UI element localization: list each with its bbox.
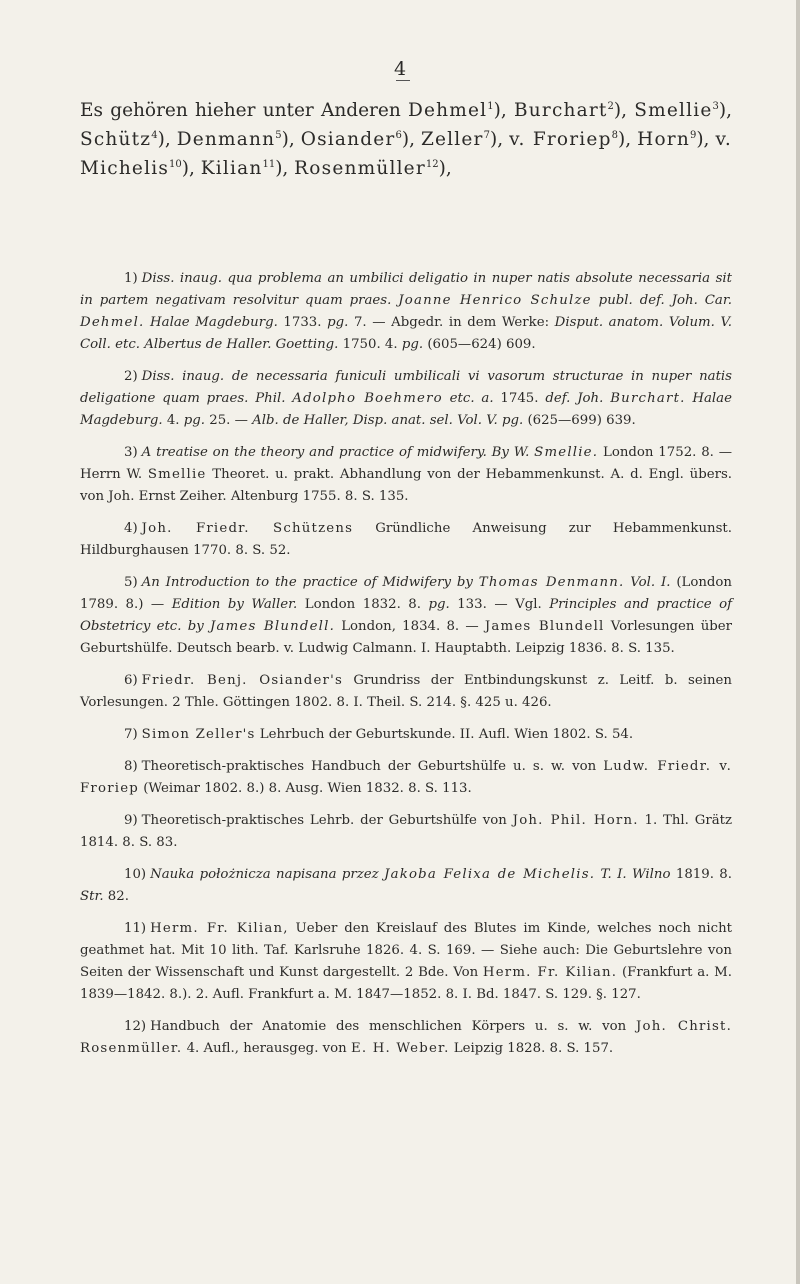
footnote-text: 1733.: [277, 315, 328, 330]
footnote-text: Halae Magdeburg.: [80, 391, 732, 428]
footnote-text: Handbuch der Anatomie des menschlichen Körpers u. s. w. von: [150, 1019, 636, 1034]
page-number: 4: [393, 58, 407, 80]
footnote-text: (Weimar 1802. 8.) 8. Ausg. Wien 1832. 8. S. 113.: [138, 781, 472, 796]
footnote-ref: 6: [395, 129, 402, 141]
footnote-text: 1750. 4.: [338, 337, 402, 352]
intro-name: Smellie: [634, 100, 713, 121]
footnote-number: 3): [124, 445, 138, 460]
footnote-number: 4): [124, 521, 138, 536]
footnote-text: Joh. Friedr. Schützens: [141, 521, 354, 536]
footnote: [80, 518, 732, 562]
footnote-text: (London 1789. 8.) —: [80, 575, 732, 612]
footnote: [80, 572, 732, 660]
footnote-number: 2): [124, 369, 138, 384]
footnote-text: Ludw. Friedr. v. Froriep: [80, 759, 732, 796]
footnote-text: An Introduction to the practice of Midwifery by: [141, 575, 479, 590]
intro-name: v. Froriep: [509, 129, 612, 150]
footnote-text: pg.: [428, 597, 450, 612]
footnote-text: Ueber den Kreislauf des Blutes im Kinde, welches noch nicht geathmet hat. Mit 10 lith. Taf. Karlsruhe 1826. 4. S. 169. — Siehe auch: Die Geburtslehre von Seiten der Wissenschaft und Kunst dargestellt. 2 Bde. Von: [80, 921, 732, 980]
footnote-text: James Blundell.: [209, 619, 335, 634]
footnote-text: publ. def. Joh. Car.: [591, 293, 732, 308]
footnote: [80, 670, 732, 714]
intro-name: Dehmel: [407, 100, 488, 121]
footnote-text: London 1832. 8.: [297, 597, 429, 612]
footnote-text: Theoret. u. prakt. Abhandlung von der Hebammenkunst. A. d. Engl. übers. von Joh. Ernst Zeiher. Altenburg 1755. 8. S. 135.: [80, 467, 733, 504]
footnote-text: T. I. Wilno: [595, 867, 671, 882]
footnotes: [80, 268, 732, 1070]
footnote-ref: 9: [689, 129, 697, 141]
footnote-text: Adolpho Boehmero: [292, 391, 443, 406]
footnote: [80, 756, 732, 800]
footnote-text: pg.: [327, 315, 349, 330]
intro-name: Burchart: [514, 100, 608, 121]
footnote-text: London 1752. 8. — Herrn W.: [80, 445, 732, 482]
footnote-text: Nauka położnicza napisana przez: [150, 867, 385, 882]
footnote-text: Joanne Henrico Schulze: [398, 293, 592, 308]
footnote-text: 4. Aufl., herausgeg. von: [182, 1041, 351, 1056]
footnote-text: 1745.: [493, 391, 546, 406]
footnote-text: A treatise on the theory and practice of midwifery. By W.: [141, 445, 535, 460]
footnote-number: 5): [124, 575, 138, 590]
footnote-text: Halae Magdeburg.: [144, 315, 278, 330]
footnote-text: Thomas Denmann.: [478, 575, 625, 590]
intro-name: Rosenmüller: [294, 158, 426, 179]
footnote-number: 10): [124, 867, 147, 882]
footnote-text: 1819. 8.: [670, 867, 732, 882]
footnote: [80, 1016, 732, 1060]
intro-paragraph: Es gehören hieher unter Anderen Dehmel$^1$), Burchart$^2$), Smellie$^3$), Schütz$^4$), Denmann$^5$), Osiander$^6$), Zeller$^7$), v. Froriep$^8$), Horn$^9$), v. Michelis$^{10}$), Kilian$^{11}$), Rosenmüller$^{12}$),: [80, 100, 732, 179]
footnote-text: Dehmel.: [80, 315, 145, 330]
footnote-ref: 11: [262, 158, 276, 170]
footnote-ref: 3: [712, 100, 719, 112]
footnote-text: Lehrbuch der Geburtskunde. II. Aufl. Wien 1802. S. 54.: [255, 727, 634, 742]
footnote-number: 12): [124, 1019, 147, 1034]
footnote-text: etc. a.: [442, 391, 494, 406]
footnote-text: E. H. Weber.: [350, 1041, 450, 1056]
footnote: [80, 724, 732, 746]
intro-prefix: Es gehören hieher unter Anderen: [80, 100, 408, 121]
footnote-text: Theoretisch-praktisches Handbuch der Geburtshülfe u. s. w. von: [141, 759, 604, 774]
footnote-text: 1. Thl. Grätz 1814. 8. S. 83.: [80, 813, 732, 850]
footnote-number: 7): [124, 727, 138, 742]
footnote-text: Burchart.: [610, 391, 686, 406]
footnote-text: Alb. de Haller, Disp. anat. sel. Vol. V. pg.: [252, 413, 524, 428]
intro-name: Kilian: [200, 158, 263, 179]
footnote-text: (625—699) 639.: [523, 413, 636, 428]
footnote-ref: 2: [607, 100, 614, 112]
footnote-number: 11): [124, 921, 147, 936]
footnote-text: Gründliche Anweisung zur Hebammenkunst. Hildburghausen 1770. 8. S. 52.: [80, 521, 732, 558]
footnote-text: Joh. Phil. Horn.: [512, 813, 639, 828]
footnote-ref: 4: [151, 129, 158, 141]
footnote: [80, 366, 732, 432]
footnote-ref: 1: [487, 100, 494, 112]
footnote-ref: 10: [169, 158, 182, 170]
footnote-ref: 8: [611, 129, 618, 141]
footnote-number: 6): [124, 673, 138, 688]
footnote-text: Smellie: [147, 467, 207, 482]
footnote-ref: 12: [425, 158, 439, 170]
footnote-text: Leipzig 1828. 8. S. 157.: [449, 1041, 614, 1056]
footnote: [80, 442, 732, 508]
footnote-text: Vorlesungen über Geburtshülfe. Deutsch bearb. v. Ludwig Calmann. I. Hauptabth. Leipzig 1836. 8. S. 135.: [80, 619, 733, 656]
footnote-number: 8): [124, 759, 138, 774]
footnote-text: 82.: [103, 889, 129, 904]
intro-name: v. Michelis: [80, 129, 732, 179]
footnote-text: Joh. Christ. Rosenmüller.: [80, 1019, 732, 1056]
footnote-text: Jakoba Felixa de Michelis.: [384, 867, 596, 882]
footnote-text: 4.: [162, 413, 184, 428]
footnote-text: (Frankfurt a. M. 1839—1842. 8.). 2. Aufl. Frankfurt a. M. 1847—1852. 8. I. Bd. 1847. S. 129. §. 127.: [80, 965, 732, 1002]
footnote: [80, 810, 732, 854]
footnote-text: Str.: [80, 889, 104, 904]
intro-name: Schütz: [80, 129, 152, 150]
footnote-text: James Blundell: [484, 619, 605, 634]
intro-name: Zeller: [420, 129, 484, 150]
footnote-number: 9): [124, 813, 138, 828]
footnote-text: Edition by Waller.: [171, 597, 298, 612]
footnote-text: Theoretisch-praktisches Lehrb. der Geburtshülfe von: [141, 813, 513, 828]
intro-name: Denmann: [176, 129, 276, 150]
footnote-text: Simon Zeller's: [141, 727, 256, 742]
footnote-text: pg.: [401, 337, 424, 352]
footnote-text: Diss. inaug. de necessaria funiculi umbilicali vi vasorum structurae in nuper natis deligatione quam praes. Phil.: [80, 369, 732, 406]
intro-name: Osiander: [300, 129, 396, 150]
footnote-text: Herm. Fr. Kilian,: [150, 921, 289, 936]
footnote-text: pg.: [183, 413, 206, 428]
footnote: [80, 918, 732, 1006]
footnote-text: Disput. anatom. Volum. V. Coll. etc. Albertus de Haller. Goetting.: [80, 315, 732, 352]
footnote: [80, 268, 732, 356]
footnote-text: London, 1834. 8. —: [335, 619, 485, 634]
footnote-text: Friedr. Benj. Osiander's: [141, 673, 343, 688]
footnote-text: 7. — Abgedr. in dem Werke:: [348, 315, 555, 330]
footnote-text: Diss. inaug. qua problema an umbilici deligatio in nuper natis absolute necessaria sit in partem negativam resolvitur quam praes.: [80, 271, 732, 308]
footnote-text: Grundriss der Entbindungskunst z. Leitf. b. seinen Vorlesungen. 2 Thle. Göttingen 1802. 8. I. Theil. S. 214. §. 425 u. 426.: [80, 673, 732, 710]
footnote-text: 25. —: [205, 413, 253, 428]
footnote-text: Herm. Fr. Kilian.: [482, 965, 618, 980]
footnote-text: 133. — Vgl.: [449, 597, 550, 612]
footnote: [80, 864, 732, 908]
header-rule: [396, 80, 410, 81]
footnote-ref: 5: [275, 129, 282, 141]
footnote-text: def. Joh.: [545, 391, 611, 406]
footnote-ref: 7: [483, 129, 490, 141]
footnote-text: Principles and practice of Obstetricy etc. by: [80, 597, 733, 634]
footnote-text: (605—624) 609.: [423, 337, 536, 352]
page-edge: [796, 0, 800, 1284]
footnote-text: Smellie.: [534, 445, 599, 460]
intro-name: Horn: [637, 129, 690, 150]
footnote-number: 1): [124, 271, 138, 286]
footnote-text: Vol. I.: [624, 575, 671, 590]
